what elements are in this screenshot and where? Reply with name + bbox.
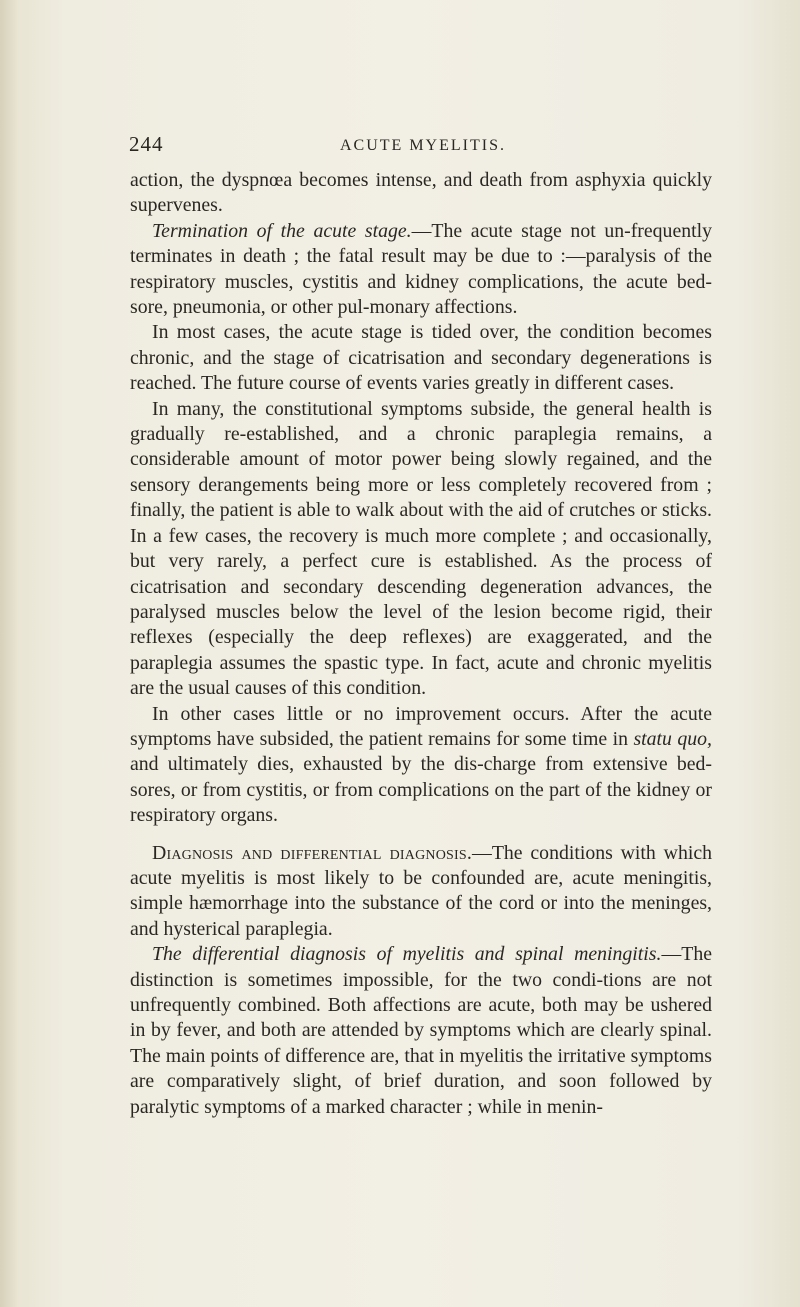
- paragraph-no-improvement: [130, 702, 712, 829]
- section-heading-termination: Termination of the acute stage.: [152, 219, 412, 242]
- paragraph-text-start: In other cases little or no improvement occurs. After the acute symptoms have subsided, the patient remains for some time in: [130, 702, 712, 750]
- paragraph-text-end: and ultimately dies, exhausted by the dis-charge from extensive bed-sores, or from cystitis, or from complications on the part of the kidney or respiratory organs.: [130, 753, 712, 827]
- paragraph-recovery-course: [130, 397, 712, 702]
- paragraph-dyspnoea-conclusion: [130, 168, 712, 219]
- paragraph-text: —The acute stage not un-frequently terminates in death ; the fatal result may be due to :—paralysis of the respiratory muscles, cystitis and kidney complications, the acute bed-sore, pneumonia, or other pul-monary affections.: [130, 219, 712, 319]
- paragraph-text: In most cases, the acute stage is tided over, the condition becomes chronic, and the stage of cicatrisation and secondary degenerations is reached. The future course of events varies greatly in different cases.: [130, 321, 712, 395]
- paragraph-diagnosis: [130, 841, 712, 943]
- paragraph-termination-acute-stage: [130, 219, 712, 321]
- page-number: 244: [129, 132, 164, 156]
- paragraph-text: In many, the constitutional symptoms subside, the general health is gradually re-established, and a chronic paraplegia remains, a considerable amount of motor power being slowly regained, and the sensory derangements being more or less completely recovered from ; finally, the patient is able to walk about with the aid of crutches or sticks. In a few cases, the recovery is much more complete ; and occasionally, but very rarely, a perfect cure is established. As the process of cicatrisation and secondary descending degeneration advances, the paralysed muscles below the level of the lesion become rigid, their reflexes (especially the deep reflexes) are exaggerated, and the paraplegia assumes the spastic type. In fact, acute and chronic myelitis are the usual causes of this condition.: [130, 397, 712, 700]
- paragraph-text: —The conditions with which acute myelitis is most likely to be confounded are, acute meningitis, simple hæmorrhage into the substance of the cord or into the meninges, and hysterical paraplegia.: [130, 841, 712, 940]
- section-heading-differential: The differential diagnosis of myelitis and spinal meningitis.: [152, 943, 662, 966]
- running-head: ACUTE MYELITIS.: [340, 137, 506, 154]
- latin-phrase: statu quo,: [633, 727, 712, 750]
- page-body: [130, 168, 712, 1120]
- paragraph-differential-diagnosis: [130, 942, 712, 1120]
- page-gutter-shadow: [0, 0, 18, 1307]
- section-heading-diagnosis: Diagnosis and differential diagnosis.: [152, 841, 473, 864]
- paragraph-text: action, the dyspnœa becomes intense, and death from asphyxia quickly supervenes.: [130, 169, 712, 217]
- paragraph-text: —The distinction is sometimes impossible, for the two condi-tions are not unfrequently combined. Both affections are acute, both may be ushered in by fever, and both are attended by symptoms which are clearly spinal. The main points of difference are, that in myelitis the irritative symptoms are comparatively slight, of brief duration, and soon followed by paralytic symptoms of a marked character ; while in menin-: [130, 943, 712, 1118]
- paragraph-chronic-condition: [130, 320, 712, 396]
